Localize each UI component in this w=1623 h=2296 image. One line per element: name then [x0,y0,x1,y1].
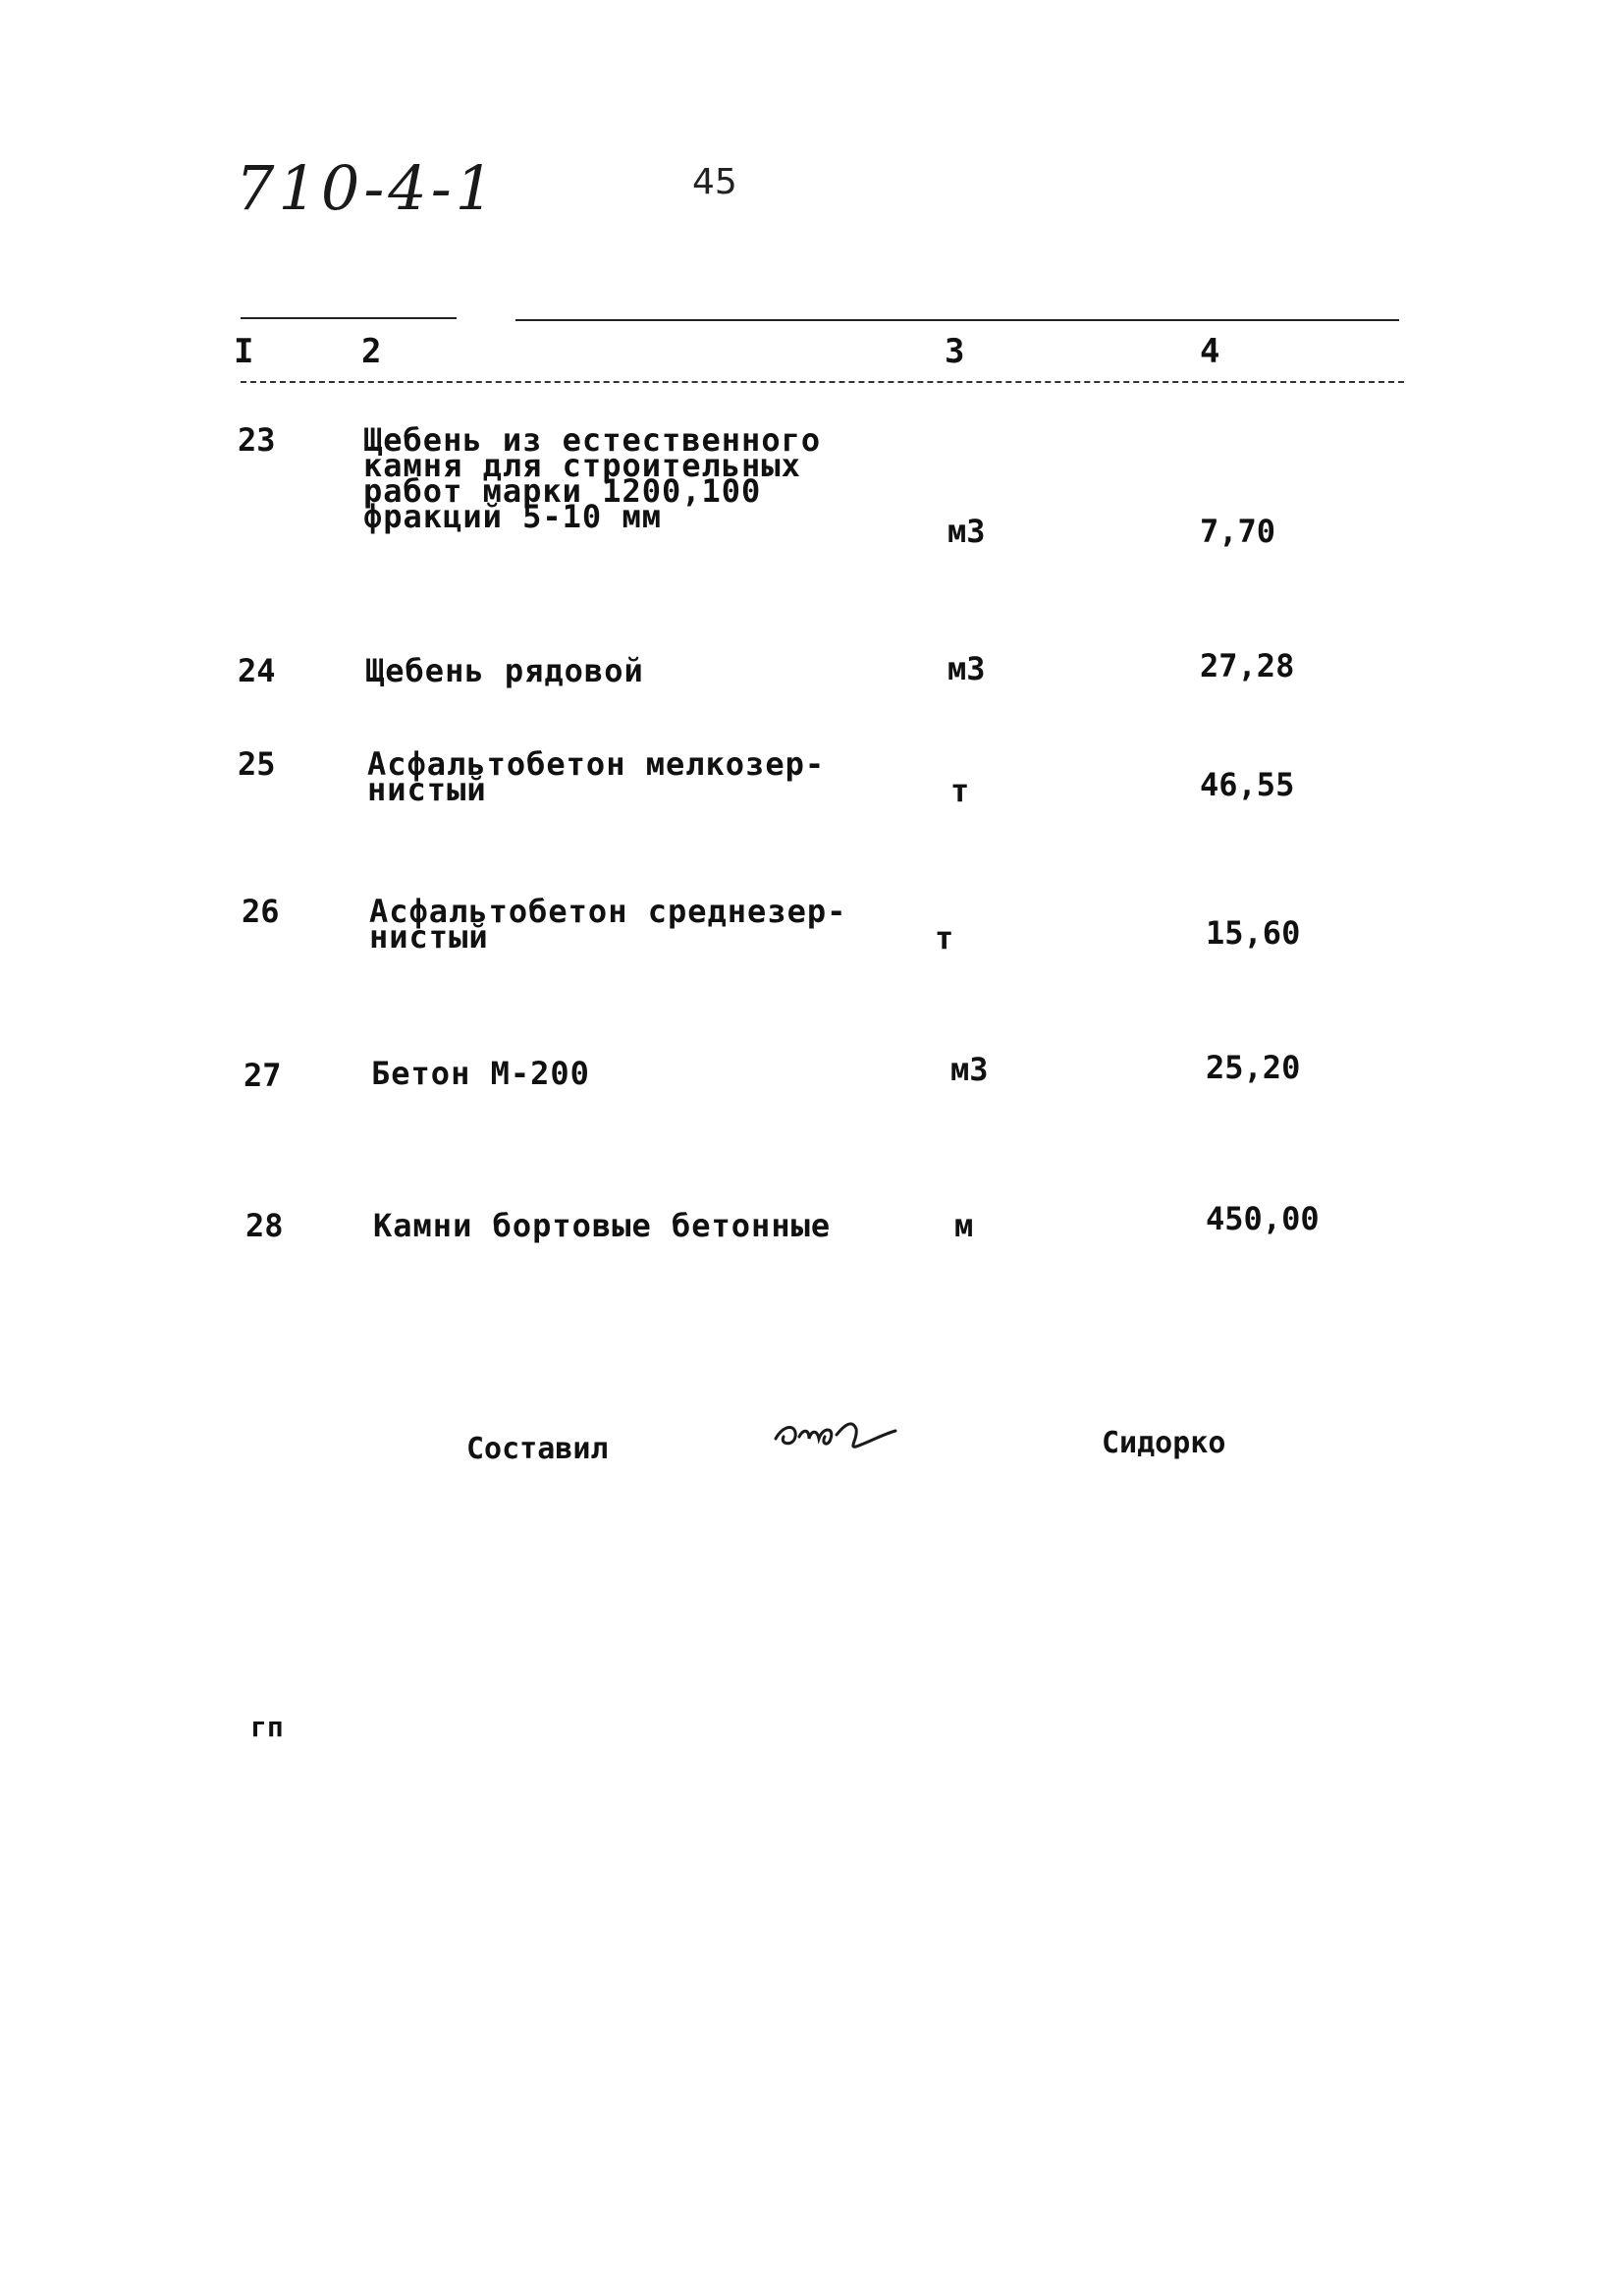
row-name: Щебень из естественного камня для строительных работ марки 1200,100 фракций 5-10 мм [363,421,822,535]
row-unit: м3 [947,513,986,550]
row-unit: т [950,772,970,809]
row-number: 25 [238,745,276,783]
handwritten-signature [766,1399,913,1468]
row-name: Асфальтобетон среднезер- нистый [369,893,847,956]
footer-mark: гп [250,1711,284,1743]
row-number: 28 [245,1207,284,1244]
row-quantity: 450,00 [1206,1200,1320,1237]
column-header-1: I [234,332,254,371]
column-header-2: 2 [361,332,382,371]
row-name: Бетон М-200 [371,1055,590,1092]
column-header-3: 3 [945,332,965,371]
signature-label: Составил [466,1432,609,1466]
row-unit: м3 [950,1051,989,1088]
row-quantity: 25,20 [1206,1049,1301,1086]
row-quantity: 15,60 [1206,914,1301,952]
row-name: Асфальтобетон мелкозер- нистый [367,745,826,808]
row-number: 24 [238,652,276,689]
row-quantity: 46,55 [1200,766,1295,803]
signatory-name: Сидорко [1102,1426,1226,1460]
column-header-4: 4 [1200,332,1220,371]
row-quantity: 7,70 [1200,513,1276,550]
row-number: 27 [243,1057,282,1094]
row-number: 26 [242,893,280,930]
row-quantity: 27,28 [1200,647,1295,684]
header-top-rule-left [241,317,457,319]
header-top-rule-right [515,319,1399,321]
row-number: 23 [238,421,276,459]
row-name: Камни бортовые бетонные [373,1207,832,1244]
row-unit: м3 [947,650,986,687]
row-name: Щебень рядовой [365,652,644,689]
row-unit: т [935,919,954,957]
header-bottom-rule [241,381,1404,383]
row-unit: м [954,1207,974,1244]
page-number: 45 [692,162,737,202]
document-code: 710-4-1 [236,152,499,224]
